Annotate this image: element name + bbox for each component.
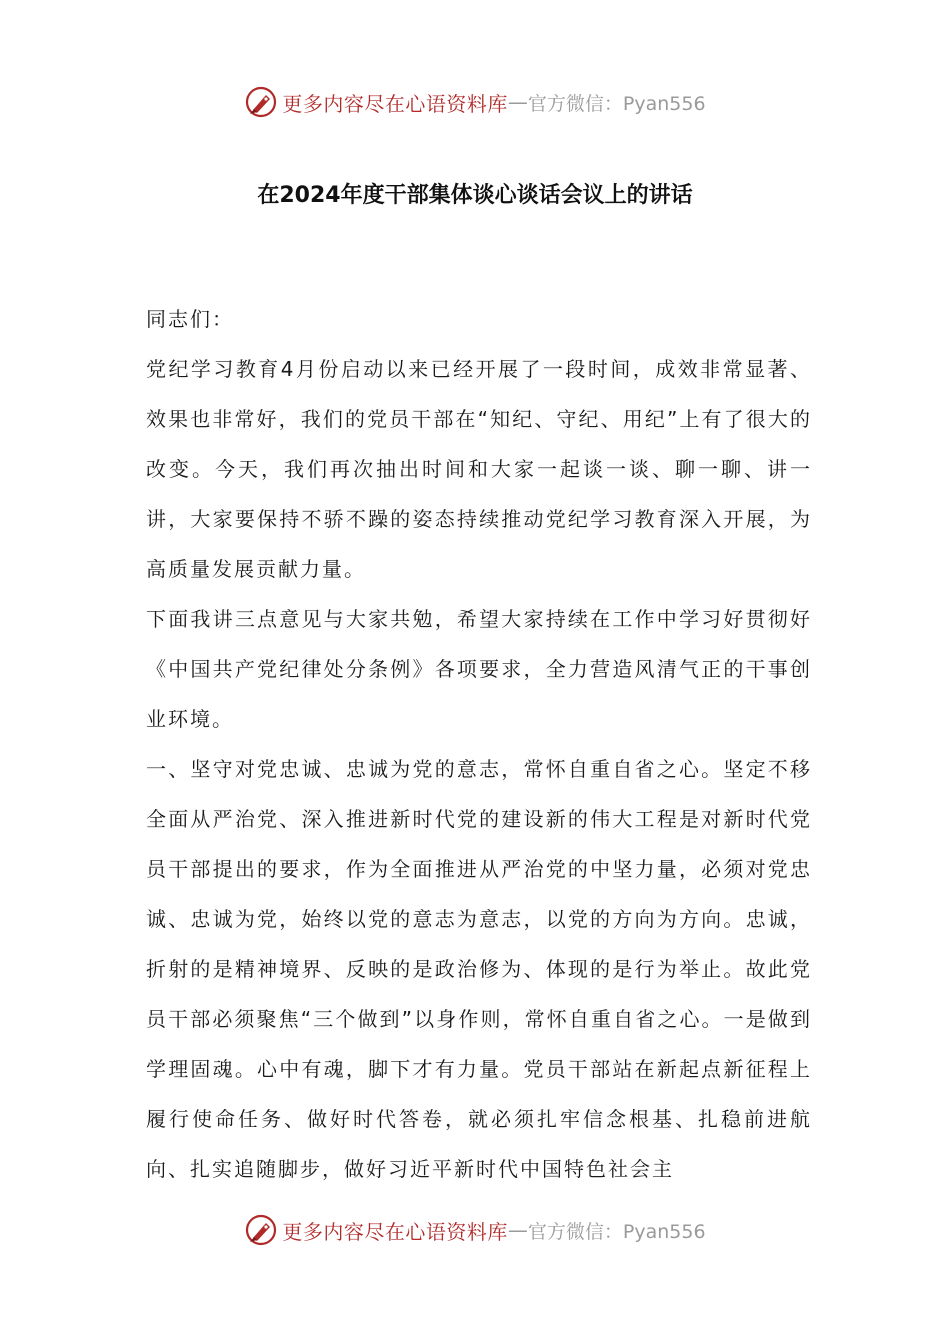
wechat-text: 官方微信：Pyan556 <box>527 92 706 115</box>
brand-text: 更多内容尽在心语资料库 <box>282 91 508 116</box>
document-body <box>146 294 812 1194</box>
pen-nib-logo-icon <box>244 85 278 119</box>
wechat-text: 官方微信：Pyan556 <box>527 1220 706 1243</box>
brand-separator: — <box>507 90 528 114</box>
greeting: 同志们： <box>146 307 234 331</box>
header-watermark-banner <box>0 82 950 122</box>
paragraph-3: 一、坚守对党忠诚、忠诚为党的意志，常怀自重自省之心。坚定不移全面从严治党、深入推进新时代党的建设新的伟大工程是对新时代党员干部提出的要求，作为全面推进从严治党的中坚力量，必须对党忠诚、忠诚为党，始终以党的意志为意志，以党的方向为方向。忠诚，折射的是精神境界、反映的是政治修为、体现的是行为举止。故此党员干部必须聚焦“三个做到”以身作则，常怀自重自省之心。一是做到学理固魂。心中有魂，脚下才有力量。党员干部站在新起点新征程上履行使命任务、做好时代答卷，就必须扎牢信念根基、扎稳前进航向、扎实追随脚步，做好习近平新时代中国特色社会主 <box>146 757 812 1181</box>
pen-nib-logo-icon <box>244 1213 278 1247</box>
document-title: 在2024年度干部集体谈心谈话会议上的讲话 <box>257 183 693 208</box>
paragraph-1: 党纪学习教育4月份启动以来已经开展了一段时间，成效非常显著、效果也非常好，我们的党员干部在“知纪、守纪、用纪”上有了很大的改变。今天，我们再次抽出时间和大家一起谈一谈、聊一聊、讲一讲，大家要保持不骄不躁的姿态持续推动党纪学习教育深入开展，为高质量发展贡献力量。 <box>146 357 812 581</box>
brand-text: 更多内容尽在心语资料库 <box>282 1219 508 1244</box>
paragraph-2: 下面我讲三点意见与大家共勉，希望大家持续在工作中学习好贯彻好《中国共产党纪律处分条例》各项要求，全力营造风清气正的干事创业环境。 <box>146 607 812 731</box>
brand-separator: — <box>507 1218 528 1242</box>
footer-watermark-banner <box>0 1210 950 1250</box>
